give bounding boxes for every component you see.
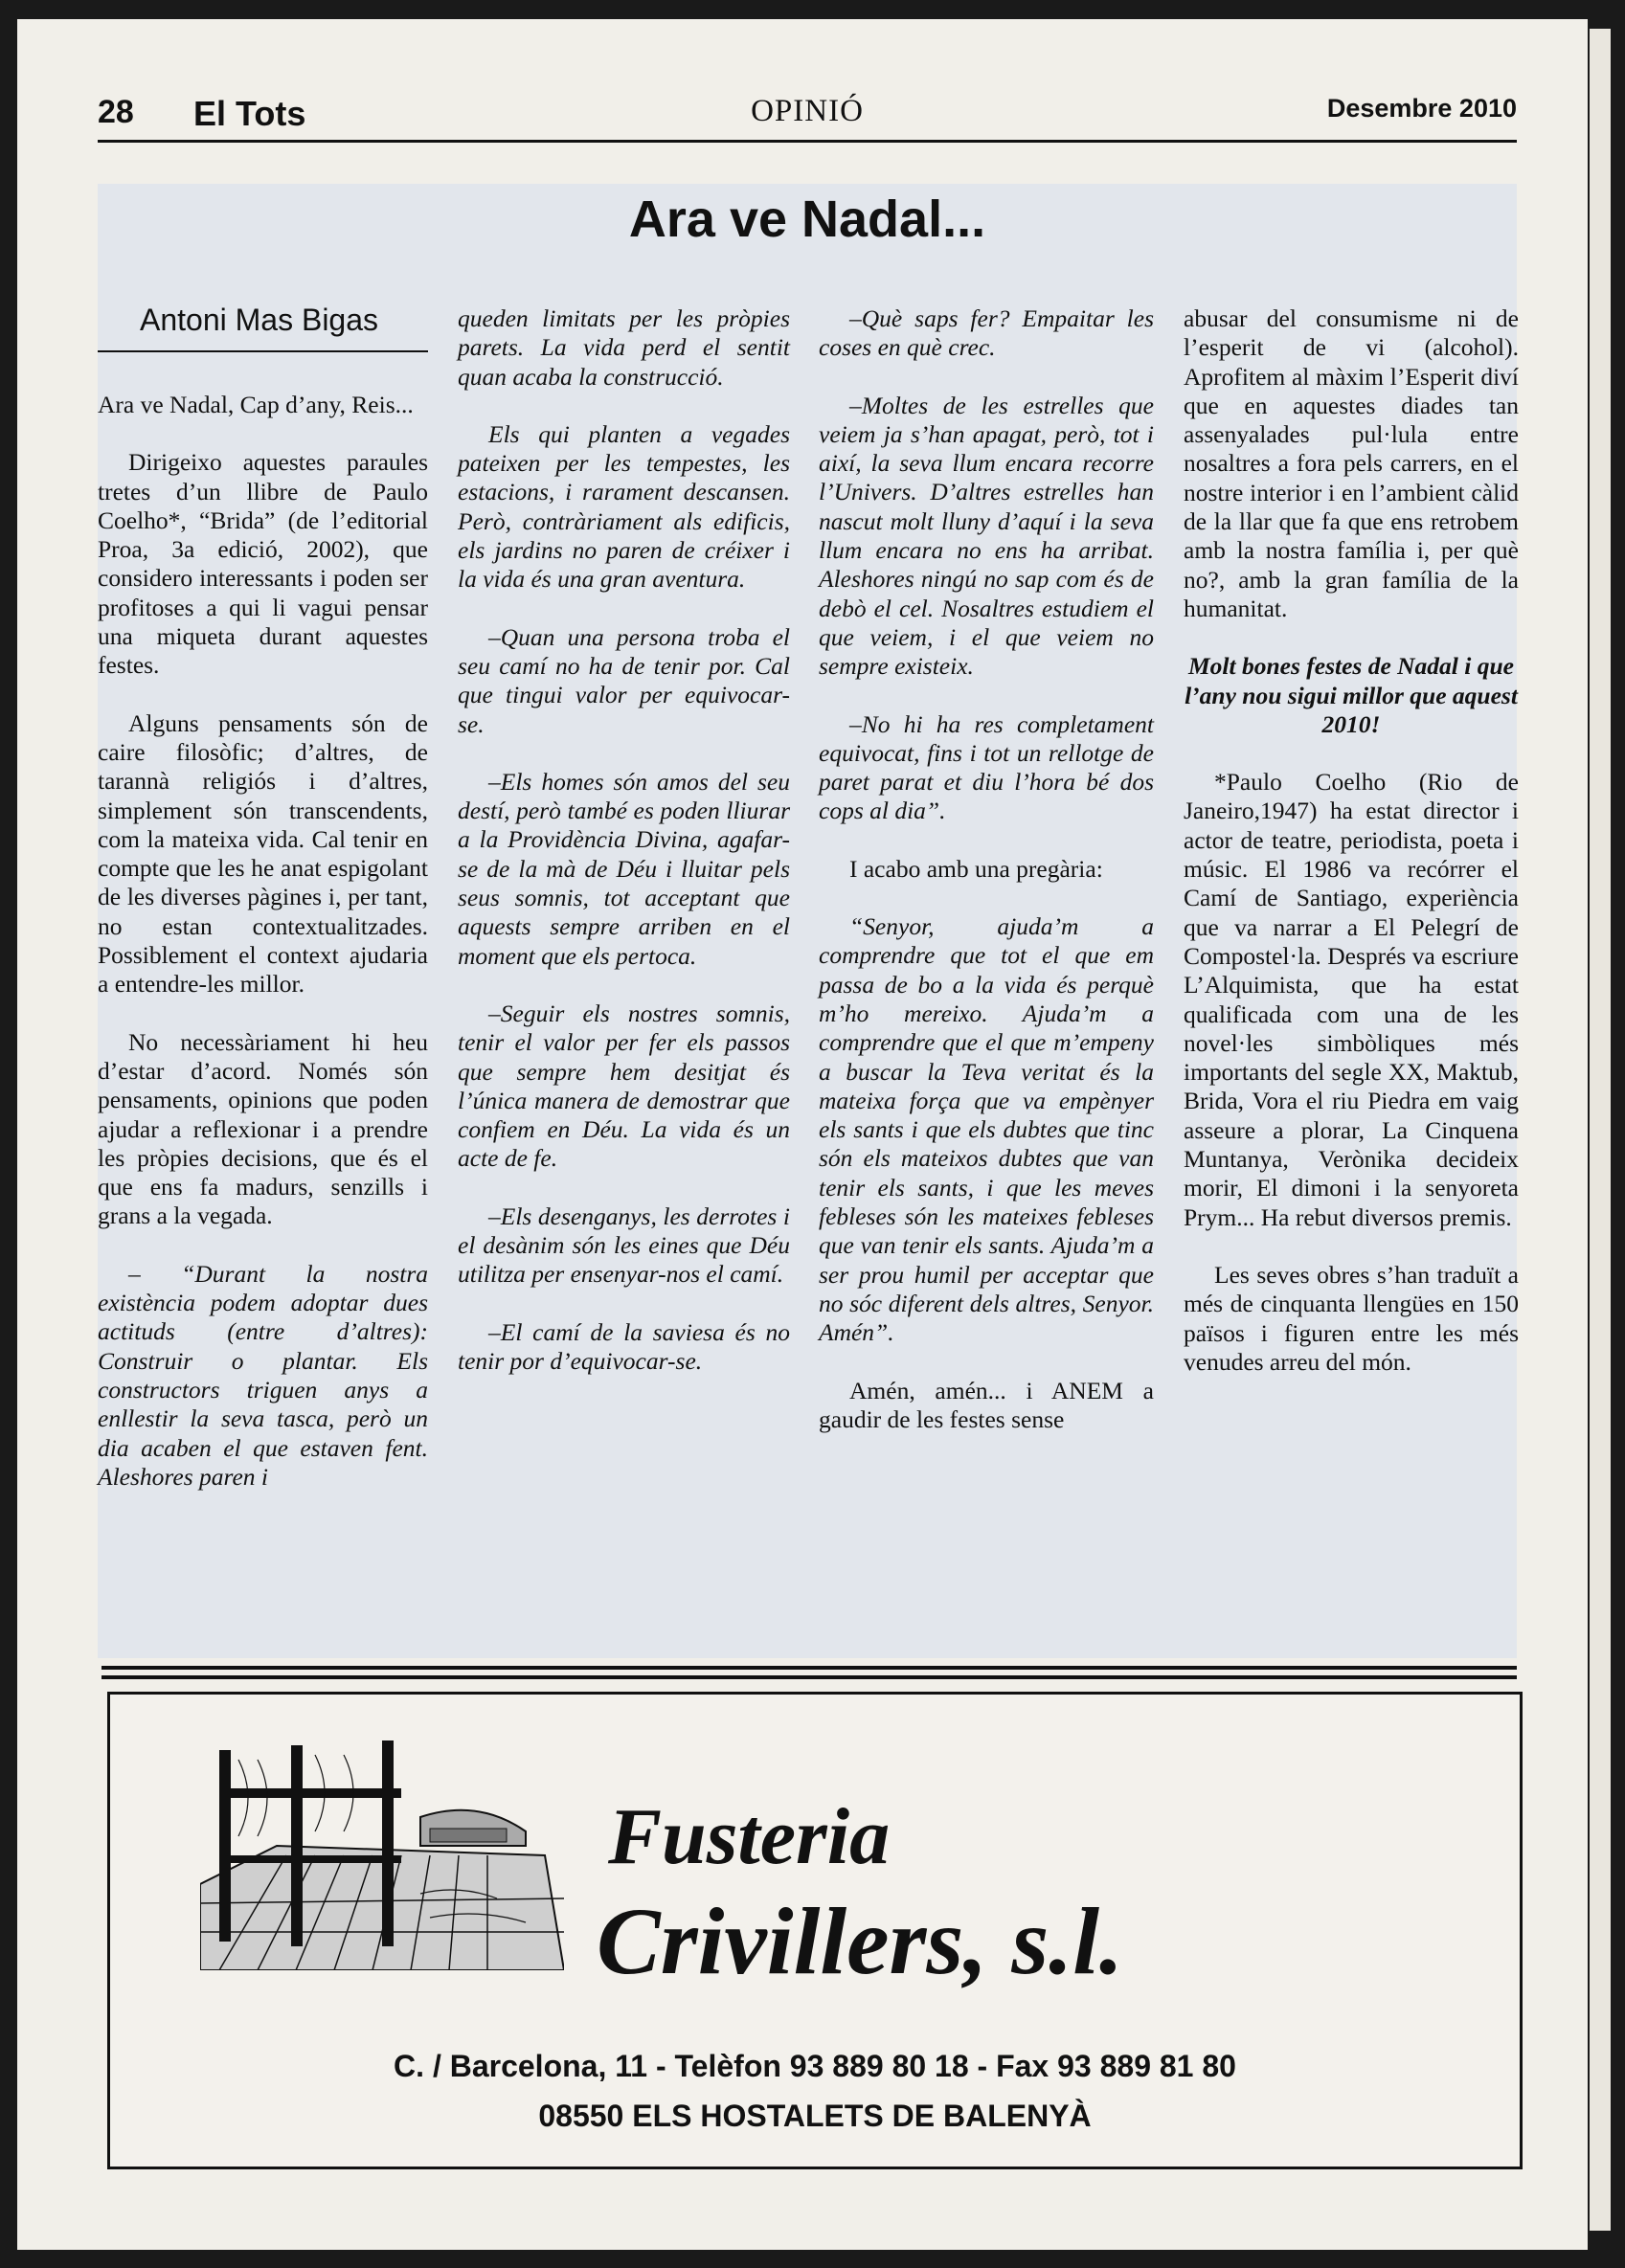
quote-paragraph: –Seguir els nostres somnis, tenir el valor per fer els passos que sempre hem desitjat és l’única manera de demostrar que confiem en Déu. La vida és un acte de fe. xyxy=(458,999,790,1173)
paragraph: No necessàriament hi heu d’estar d’acord. Només són pensaments, opinions que poden ajudar a reflexionar i a prendre les pròpies decisions, que és el que ens fa madurs, senzills i grans a la vegada. xyxy=(98,1027,428,1230)
article-column-4 xyxy=(1184,304,1519,1377)
footnote-paragraph: Les seves obres s’han traduït a més de cinquanta llengües en 150 països i figuren entre les més venudes arreu del món. xyxy=(1184,1260,1519,1376)
quote-paragraph: queden limitats per les pròpies parets. La vida perd el sentit quan acaba la construcció. xyxy=(458,304,790,391)
paragraph: I acabo amb una pregària: xyxy=(849,854,1103,883)
ad-top-rule xyxy=(102,1666,1517,1670)
article-title: Ara ve Nadal... xyxy=(628,191,986,248)
article-author: Antoni Mas Bigas xyxy=(140,303,379,337)
quote-paragraph: –Els desenganys, les derrotes i el desànim són les eines que Déu utilitza per ensenyar-nos el camí. xyxy=(458,1201,790,1289)
ad-address: C. / Barcelona, 11 - Telèfon 93 889 80 18 - Fax 93 889 81 80 xyxy=(394,2049,1236,2083)
ad-top-rule xyxy=(102,1675,1517,1679)
author-divider xyxy=(98,350,428,352)
quote-paragraph: Els qui planten a vegades pateixen per les tempestes, les estacions, i rarament descansen. Però, contràriament als edificis, els jardins no paren de créixer i la vida és una gran aventura. xyxy=(458,419,790,594)
page-header xyxy=(98,94,1517,143)
paragraph: Alguns pensaments són de caire filosòfic; d’altres, de tarannà religiós i d’altres, simplement són transcendents, com la mateixa vida. Cal tenir en compte que les he anat espigolant de les diverses pàgines i, per tant, no estan contextualitzades. Possiblement el context ajudaria a entendre-les millor. xyxy=(98,708,428,999)
quote-paragraph: –No hi ha res completament equivocat, fins i tot un rellotge de paret parat et diu l’hora bé dos cops al dia”. xyxy=(819,709,1154,825)
paragraph: Dirigeixo aquestes paraules tretes d’un llibre de Paulo Coelho*, “Brida” (de l’editorial Proa, 3a edició, 2002), que considero interessants i poden ser profitoses a qui li vagui pensar una miqueta durant aquestes festes. xyxy=(98,448,428,680)
issue-date: Desembre 2010 xyxy=(1326,94,1517,123)
ad-company-name-line-1: Fusteria xyxy=(608,1792,891,1881)
carpentry-illustration xyxy=(200,1740,564,1970)
footnote-paragraph: *Paulo Coelho (Rio de Janeiro,1947) ha estat director i actor de teatre, periodista, poeta i músic. El 1986 va recórrer el Camí de Santiago, experiència que va narrar a El Pelegrí de Compostel·la. Després va escriure L’Alquimista, que ha estat qualificada com una de les novel·les simbòliques més importants del segle XX, Maktub, Brida, Vora el riu Piedra em vaig asseure a plorar, La Cinquena Muntanya, Verònika decideix morir, El dimoni i la senyoreta Prym... Ha rebut diversos premis. xyxy=(1184,768,1519,1231)
paragraph: Ara ve Nadal, Cap d’any, Reis... xyxy=(98,391,414,418)
quote-paragraph: –El camí de la saviesa és no tenir por d’equivocar-se. xyxy=(458,1317,790,1375)
ad-company-name-line-2: Crivillers, s.l. xyxy=(597,1888,1124,1994)
advertisement xyxy=(107,1692,1523,2169)
article-column-1 xyxy=(98,391,428,1492)
ad-town: 08550 ELS HOSTALETS DE BALENYÀ xyxy=(538,2099,1092,2133)
quote-paragraph: –Moltes de les estrelles que veiem ja s’han apagat, però, tot i així, la seva llum encara recorre l’Univers. D’altres estrelles han nascut molt lluny d’aquí i la seva llum encara no ens ha arribat. Aleshores ningú no sap com és de debò el cel. Nosaltres estudiem el que veiem, i el que veiem no sempre existeix. xyxy=(819,391,1154,681)
quote-paragraph: –Quan una persona troba el seu camí no ha de tenir por. Cal que tingui valor per equivocar-se. xyxy=(458,622,790,738)
quote-paragraph: –Què saps fer? Empaitar les coses en què crec. xyxy=(819,304,1154,362)
quote-paragraph: –Els homes són amos del seu destí, però també es poden lliurar a la Providència Divina, agafar-se de la mà de Déu i lluitar pels seus somnis, tot acceptant que aquests sempre arriben en el moment que els pertoca. xyxy=(458,767,790,970)
prayer-paragraph: “Senyor, ajuda’m a comprendre que tot el que em passa de bo a la vida és perquè m’ho mereixo. Ajuda’m a comprendre que el que m’empeny a buscar la Teva veritat és la mateixa força que va empènyer els sants i que els dubtes que tinc són els mateixos dubtes que van tenir els sants, i que les meves febleses són les mateixes febleses que van tenir els sants. Ajuda’m a ser prou humil per acceptar que no sóc diferent dels altres, Senyor. Amén”. xyxy=(819,912,1154,1347)
article-column-2 xyxy=(458,304,790,1376)
publication-name: El Tots xyxy=(193,94,306,133)
section-label: OPINIÓ xyxy=(751,94,864,128)
page-number: 28 xyxy=(98,94,134,130)
paragraph: abusar del consumisme ni de l’esperit de vi (alcohol). Aprofitem al màxim l’Esperit diví que en aquestes diades tan assenyalades pul·lula entre nosaltres a fora pels carrers, en el nostre interior i en l’ambient càlid de la llar que fa que ens retrobem amb la nostra família i, per què no?, amb la gran família de la humanitat. xyxy=(1184,304,1519,622)
paragraph: Amén, amén... i ANEM a gaudir de les festes sense xyxy=(819,1376,1154,1433)
closing-wish: Molt bones festes de Nadal i que l’any nou sigui millor que aquest 2010! xyxy=(1185,652,1518,738)
article-column-3 xyxy=(819,304,1154,1434)
quote-paragraph: – “Durant la nostra existència podem adoptar dues actituds (entre d’altres): Construir o plantar. Els constructors triguen anys a enllestir la seva tasca, però un dia acaben el que estaven fent. Aleshores paren i xyxy=(98,1259,428,1491)
page-edge xyxy=(1590,29,1611,2231)
